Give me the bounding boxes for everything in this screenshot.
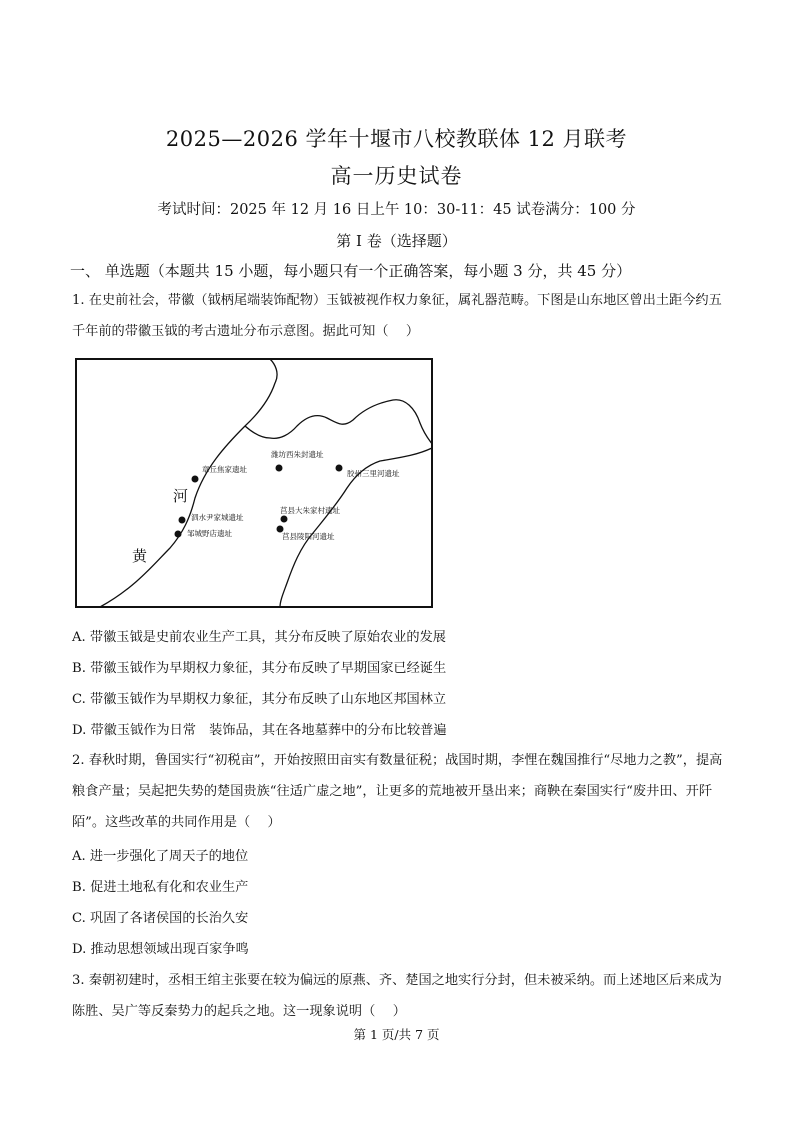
question-3-stem: 3. 秦朝初建时，丞相王绾主张要在较为偏远的原燕、齐、楚国之地实行分封，但未被采纳。而上述地区后来成为陈胜、吴广等反秦势力的起兵之地。这一现象说明（ ） [72, 973, 722, 1019]
site-zhangqiu-jiaojia [192, 464, 248, 483]
site-weifang-xizhufeng [271, 449, 324, 472]
q1-option-b: B. 带徽玉钺作为早期权力象征，其分布反映了早期国家已经诞生 [72, 661, 447, 676]
svg-text:章丘焦家遗址: 章丘焦家遗址 [202, 465, 247, 474]
q2-option-d: D. 推动思想领域出现百家争鸣 [72, 942, 249, 957]
svg-text:莒县陵阳河遗址: 莒县陵阳河遗址 [282, 532, 335, 541]
exam-info: 考试时间：2025 年 12 月 16 日上午 10：30-11：45 试卷满分：100 分 [157, 202, 636, 218]
svg-text:莒县大朱家村遗址: 莒县大朱家村遗址 [280, 506, 340, 515]
q2-option-c: C. 巩固了各诸侯国的长治久安 [72, 911, 249, 926]
river-char-he: 河 [173, 487, 189, 505]
q1-option-a: A. 带徽玉钺是史前农业生产工具，其分布反映了原始农业的发展 [72, 630, 446, 645]
q2-option-a: A. 进一步强化了周天子的地位 [72, 849, 249, 864]
svg-text:潍坊西朱封遗址: 潍坊西朱封遗址 [271, 450, 324, 459]
svg-text:邹城野店遗址: 邹城野店遗址 [187, 529, 232, 538]
svg-text:泗水尹家城遗址: 泗水尹家城遗址 [191, 513, 244, 522]
exam-title: 2025—2026 学年十堰市八校教联体 12 月联考 [165, 127, 628, 151]
yellow-river-line [100, 359, 277, 607]
q1-option-d: D. 带徽玉钺作为日常 装饰品，其在各地墓葬中的分布比较普遍 [72, 723, 447, 738]
site-juxian-dazhujiacun [280, 505, 340, 523]
question-1-stem: 1. 在史前社会，带徽（钺柄尾端装饰配物）玉钺被视作权力象征，属礼器范畴。下图是山东地区曾出土距今约五千年前的带徽玉钺的考古遗址分布示意图。据此可知（ ） [72, 293, 722, 339]
q2-option-b: B. 促进土地私有化和农业生产 [72, 880, 249, 895]
page-footer: 第 1 页/共 7 页 [353, 1027, 440, 1042]
river-char-huang: 黄 [132, 547, 148, 565]
exam-subtitle: 高一历史试卷 [330, 164, 463, 188]
archaeological-site-map [75, 358, 433, 608]
volume-label: 第 I 卷（选择题） [336, 232, 457, 250]
north-coastline [245, 400, 432, 444]
site-juxian-lingyanghe [277, 526, 335, 542]
svg-text:胶州三里河遗址: 胶州三里河遗址 [347, 469, 400, 478]
section-heading: 一、 单选题（本题共 15 小题，每小题只有一个正确答案，每小题 3 分，共 45 分） [70, 262, 632, 280]
question-2-stem: 2. 春秋时期，鲁国实行“初税亩”，开始按照田亩实有数量征税；战国时期，李悝在魏国推行“尽地力之教”，提高粮食产量；吴起把失势的楚国贵族“往适广虚之地”，让更多的荒地被开垦出来；商鞅在秦国实行“废井田、开阡陌”。这些改革的共同作用是（ ） [72, 753, 723, 830]
q1-option-c: C. 带徽玉钺作为早期权力象征，其分布反映了山东地区邦国林立 [72, 692, 447, 707]
map-frame [76, 359, 432, 607]
